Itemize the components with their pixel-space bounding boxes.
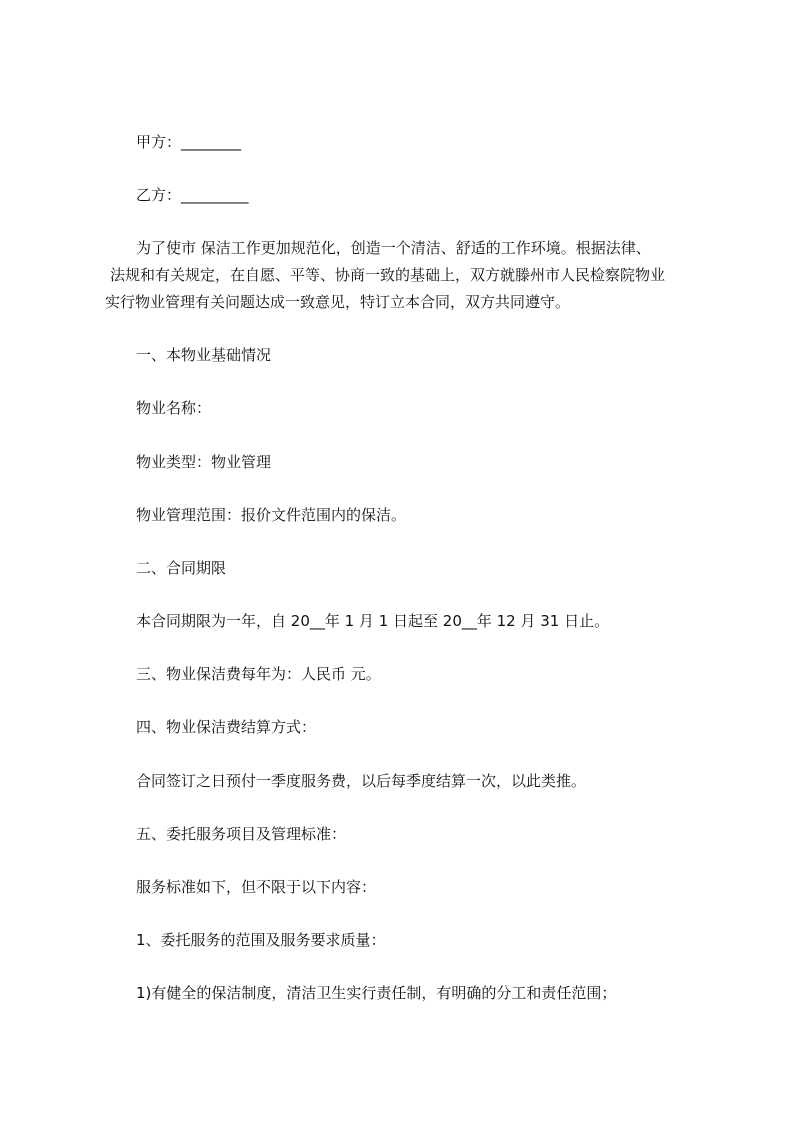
section-3-heading: 三、物业保洁费每年为：人民币 元。 bbox=[136, 665, 381, 683]
settlement-text: 合同签订之日预付一季度服务费，以后每季度结算一次，以此类推。 bbox=[136, 772, 587, 790]
standards-intro: 服务标准如下，但不限于以下内容： bbox=[136, 878, 377, 896]
section-1-heading: 一、本物业基础情况 bbox=[136, 346, 272, 364]
section-2-heading: 二、合同期限 bbox=[136, 559, 227, 577]
contract-term: 本合同期限为一年，自 20__年 1 月 1 日起至 20__年 12 月 31 日止。 bbox=[136, 612, 610, 630]
intro-line-2: 法规和有关规定，在自愿、平等、协商一致的基础上，双方就滕州市人民检察院物业 bbox=[110, 266, 666, 284]
property-scope: 物业管理范围：报价文件范围内的保洁。 bbox=[136, 506, 407, 524]
section-5-heading: 五、委托服务项目及管理标准： bbox=[136, 825, 347, 843]
property-name: 物业名称： bbox=[136, 399, 212, 417]
item-1-heading: 1、委托服务的范围及服务要求质量： bbox=[136, 931, 386, 949]
intro-line-3: 实行物业管理有关问题达成一致意见，特订立本合同，双方共同遵守。 bbox=[105, 293, 571, 311]
item-1-sub-1: 1)有健全的保洁制度，清洁卫生实行责任制，有明确的分工和责任范围； bbox=[136, 984, 617, 1002]
section-4-heading: 四、物业保洁费结算方式： bbox=[136, 718, 317, 736]
intro-line-1: 为了使市 保洁工作更加规范化，创造一个清洁、舒适的工作环境。根据法律、 bbox=[136, 239, 651, 257]
property-type: 物业类型：物业管理 bbox=[136, 453, 272, 471]
party-a-line: 甲方：________ bbox=[136, 133, 242, 151]
party-b-line: 乙方：_________ bbox=[136, 186, 249, 204]
